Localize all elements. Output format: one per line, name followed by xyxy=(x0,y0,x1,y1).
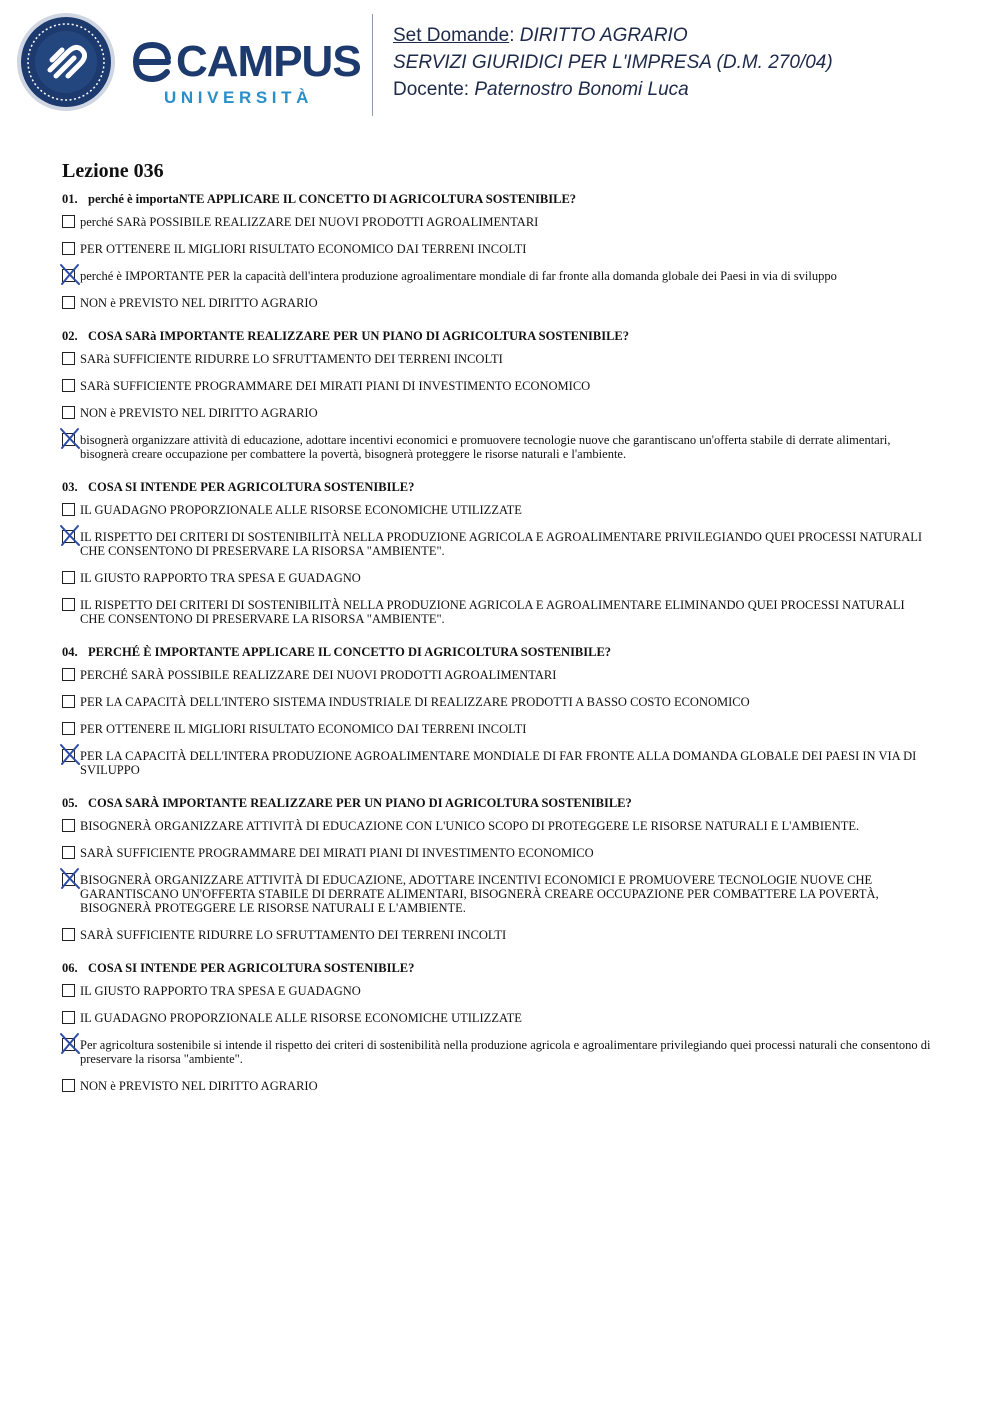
answer-label: BISOGNERÀ ORGANIZZARE ATTIVITÀ DI EDUCAZIONE, ADOTTARE INCENTIVI ECONOMICI E PROMUOVERE TECNOLOGIE NUOVE CHE GARANTISCANO UN'OFFERTA STABILE DI DERRATE ALIMENTARI, BISOGNERÀ CREARE OCCUPAZIONE PER COMBATTERE LA POVERTÀ, BISOGNERÀ PROTEGGERE LE RISORSE NATURALI E L'AMBIENTE. xyxy=(80,873,879,915)
question-text xyxy=(62,328,932,344)
course-line xyxy=(393,22,833,49)
university-seal-logo xyxy=(16,12,116,112)
answer-checkbox[interactable] xyxy=(62,406,75,419)
question-block xyxy=(62,795,932,942)
question-block xyxy=(62,191,932,310)
answer-label: perché SARà POSSIBILE REALIZZARE DEI NUOVI PRODOTTI AGROALIMENTARI xyxy=(80,215,539,229)
question-text xyxy=(62,191,932,207)
question-block xyxy=(62,644,932,777)
answer-checkbox[interactable] xyxy=(62,695,75,708)
question-label: COSA SI INTENDE PER AGRICOLTURA SOSTENIBILE? xyxy=(88,480,415,494)
question-number: 06. xyxy=(62,961,78,975)
answer-checkbox[interactable] xyxy=(62,215,75,228)
question-number: 03. xyxy=(62,480,78,494)
answer-option[interactable] xyxy=(62,722,932,736)
question-number: 02. xyxy=(62,329,78,343)
answer-option[interactable] xyxy=(62,269,932,283)
answer-label: PER OTTENERE IL MIGLIORI RISULTATO ECONOMICO DAI TERRENI INCOLTI xyxy=(80,242,527,256)
program-name: SERVIZI GIURIDICI PER L'IMPRESA (D.M. 270/04) xyxy=(393,52,833,73)
answer-option[interactable] xyxy=(62,749,932,777)
question-number: 01. xyxy=(62,192,78,206)
answer-option[interactable] xyxy=(62,819,932,833)
ecampus-logo xyxy=(132,37,361,108)
answer-label: SARà SUFFICIENTE RIDURRE LO SFRUTTAMENTO DEI TERRENI INCOLTI xyxy=(80,352,503,366)
answer-option[interactable] xyxy=(62,928,932,942)
answer-option[interactable] xyxy=(62,571,932,585)
question-number: 04. xyxy=(62,645,78,659)
teacher-name: Paternostro Bonomi Luca xyxy=(474,79,689,100)
answer-label: IL RISPETTO DEI CRITERI DI SOSTENIBILITÀ NELLA PRODUZIONE AGRICOLA E AGROALIMENTARE PRIVILEGIANDO QUEI PROCESSI NATURALI CHE CONSENTONO DI PRESERVARE LA RISORSA "AMBIENTE". xyxy=(80,530,923,558)
answer-label: PER LA CAPACITÀ DELL'INTERO SISTEMA INDUSTRIALE DI REALIZZARE PRODOTTI A BASSO COSTO ECONOMICO xyxy=(80,695,750,709)
answer-option[interactable] xyxy=(62,695,932,709)
answer-label: SARÀ SUFFICIENTE PROGRAMMARE DEI MIRATI PIANI DI INVESTIMENTO ECONOMICO xyxy=(80,846,594,860)
header-info xyxy=(393,22,833,103)
question-text xyxy=(62,479,932,495)
question-text xyxy=(62,795,932,811)
answer-option[interactable] xyxy=(62,530,932,558)
answer-option[interactable] xyxy=(62,215,932,229)
answer-checkbox[interactable] xyxy=(62,503,75,516)
question-label: COSA SARà IMPORTANTE REALIZZARE PER UN PIANO DI AGRICOLTURA SOSTENIBILE? xyxy=(88,329,629,343)
answer-checkbox[interactable] xyxy=(62,819,75,832)
brand-e-letter-icon xyxy=(132,42,172,82)
answer-label: PERCHÉ SARÀ POSSIBILE REALIZZARE DEI NUOVI PRODOTTI AGROALIMENTARI xyxy=(80,668,557,682)
selected-x-mark-icon xyxy=(59,1032,81,1054)
teacher-line xyxy=(393,76,833,103)
selected-x-mark-icon xyxy=(59,867,81,889)
answer-option[interactable] xyxy=(62,1079,932,1093)
page-header xyxy=(0,0,1000,130)
answer-checkbox[interactable] xyxy=(62,668,75,681)
answer-option[interactable] xyxy=(62,598,932,626)
answer-label: BISOGNERÀ ORGANIZZARE ATTIVITÀ DI EDUCAZIONE CON L'UNICO SCOPO DI PROTEGGERE LE RISORSE NATURALI E L'AMBIENTE. xyxy=(80,819,860,833)
question-label: perché è importaNTE APPLICARE IL CONCETTO DI AGRICOLTURA SOSTENIBILE? xyxy=(88,192,577,206)
answer-checkbox[interactable] xyxy=(62,598,75,611)
answer-option[interactable] xyxy=(62,1011,932,1025)
answer-checkbox[interactable] xyxy=(62,1079,75,1092)
header-divider xyxy=(372,14,373,116)
answer-label: PER LA CAPACITÀ DELL'INTERA PRODUZIONE AGROALIMENTARE MONDIALE DI FAR FRONTE ALLA DOMANDA GLOBALE DEI PAESI IN VIA DI SVILUPPO xyxy=(80,749,917,777)
answer-option[interactable] xyxy=(62,406,932,420)
answer-option[interactable] xyxy=(62,503,932,517)
answer-checkbox[interactable] xyxy=(62,846,75,859)
selected-x-mark-icon xyxy=(59,743,81,765)
question-label: PERCHÉ È IMPORTANTE APPLICARE IL CONCETTO DI AGRICOLTURA SOSTENIBILE? xyxy=(88,645,612,659)
brand-name: CAMPUS xyxy=(176,37,361,86)
answer-checkbox[interactable] xyxy=(62,352,75,365)
question-label: COSA SARÀ IMPORTANTE REALIZZARE PER UN PIANO DI AGRICOLTURA SOSTENIBILE? xyxy=(88,796,632,810)
answer-option[interactable] xyxy=(62,242,932,256)
answer-label: SARÀ SUFFICIENTE RIDURRE LO SFRUTTAMENTO DEI TERRENI INCOLTI xyxy=(80,928,507,942)
brand-wordmark xyxy=(132,37,361,86)
answer-option[interactable] xyxy=(62,352,932,366)
answer-label: IL GUADAGNO PROPORZIONALE ALLE RISORSE ECONOMICHE UTILIZZATE xyxy=(80,503,522,517)
answer-label: PER OTTENERE IL MIGLIORI RISULTATO ECONOMICO DAI TERRENI INCOLTI xyxy=(80,722,527,736)
set-separator: : xyxy=(509,25,515,46)
answer-checkbox[interactable] xyxy=(62,379,75,392)
quiz-content xyxy=(62,160,932,1111)
question-label: COSA SI INTENDE PER AGRICOLTURA SOSTENIBILE? xyxy=(88,961,415,975)
answer-option[interactable] xyxy=(62,846,932,860)
teacher-label: Docente: xyxy=(393,79,470,100)
answer-label: IL GIUSTO RAPPORTO TRA SPESA E GUADAGNO xyxy=(80,571,361,585)
answer-option[interactable] xyxy=(62,668,932,682)
answer-option[interactable] xyxy=(62,1038,932,1066)
answer-checkbox[interactable] xyxy=(62,571,75,584)
course-name: DIRITTO AGRARIO xyxy=(519,25,688,46)
question-block xyxy=(62,479,932,626)
answer-label: SARà SUFFICIENTE PROGRAMMARE DEI MIRATI PIANI DI INVESTIMENTO ECONOMICO xyxy=(80,379,591,393)
answer-option[interactable] xyxy=(62,984,932,998)
question-text xyxy=(62,960,932,976)
selected-x-mark-icon xyxy=(59,427,81,449)
answer-label: Per agricoltura sostenibile si intende il rispetto dei criteri di sostenibilità nella produzione agricola e agroalimentare privilegiando quei processi naturali che consentono di preservare la risorsa "ambiente". xyxy=(80,1038,931,1066)
answer-option[interactable] xyxy=(62,433,932,461)
answer-label: IL RISPETTO DEI CRITERI DI SOSTENIBILITÀ NELLA PRODUZIONE AGRICOLA E AGROALIMENTARE ELIMINANDO QUEI PROCESSI NATURALI CHE CONSENTONO DI PRESERVARE LA RISORSA "AMBIENTE". xyxy=(80,598,905,626)
answer-label: NON è PREVISTO NEL DIRITTO AGRARIO xyxy=(80,296,318,310)
answer-label: bisognerà organizzare attività di educazione, adottare incentivi economici e promuovere tecnologie nuove che garantiscano un'offerta stabile di derrate alimentari, bisognerà creare occupazione per combattere la povertà, bisognerà proteggere le risorse naturali e l'ambiente. xyxy=(80,433,891,461)
answer-label: NON è PREVISTO NEL DIRITTO AGRARIO xyxy=(80,406,318,420)
question-text xyxy=(62,644,932,660)
answer-label: IL GUADAGNO PROPORZIONALE ALLE RISORSE ECONOMICHE UTILIZZATE xyxy=(80,1011,522,1025)
answer-checkbox[interactable] xyxy=(62,722,75,735)
answer-checkbox[interactable] xyxy=(62,296,75,309)
set-label: Set Domande xyxy=(393,25,510,46)
lesson-title: Lezione 036 xyxy=(62,160,164,182)
answer-label: NON è PREVISTO NEL DIRITTO AGRARIO xyxy=(80,1079,318,1093)
selected-x-mark-icon xyxy=(59,524,81,546)
answer-label: IL GIUSTO RAPPORTO TRA SPESA E GUADAGNO xyxy=(80,984,361,998)
selected-x-mark-icon xyxy=(59,263,81,285)
question-block xyxy=(62,328,932,461)
question-block xyxy=(62,960,932,1093)
question-number: 05. xyxy=(62,796,78,810)
answer-checkbox[interactable] xyxy=(62,928,75,941)
answer-option[interactable] xyxy=(62,379,932,393)
answer-checkbox[interactable] xyxy=(62,984,75,997)
answer-checkbox[interactable] xyxy=(62,242,75,255)
question-list xyxy=(62,191,932,1093)
answer-option[interactable] xyxy=(62,296,932,310)
answer-checkbox[interactable] xyxy=(62,1011,75,1024)
answer-label: perché è IMPORTANTE PER la capacità dell'intera produzione agroalimentare mondiale di far fronte alla domanda globale dei Paesi in via di sviluppo xyxy=(80,269,837,283)
brand-subtitle: UNIVERSITÀ xyxy=(164,88,313,107)
answer-option[interactable] xyxy=(62,873,932,915)
